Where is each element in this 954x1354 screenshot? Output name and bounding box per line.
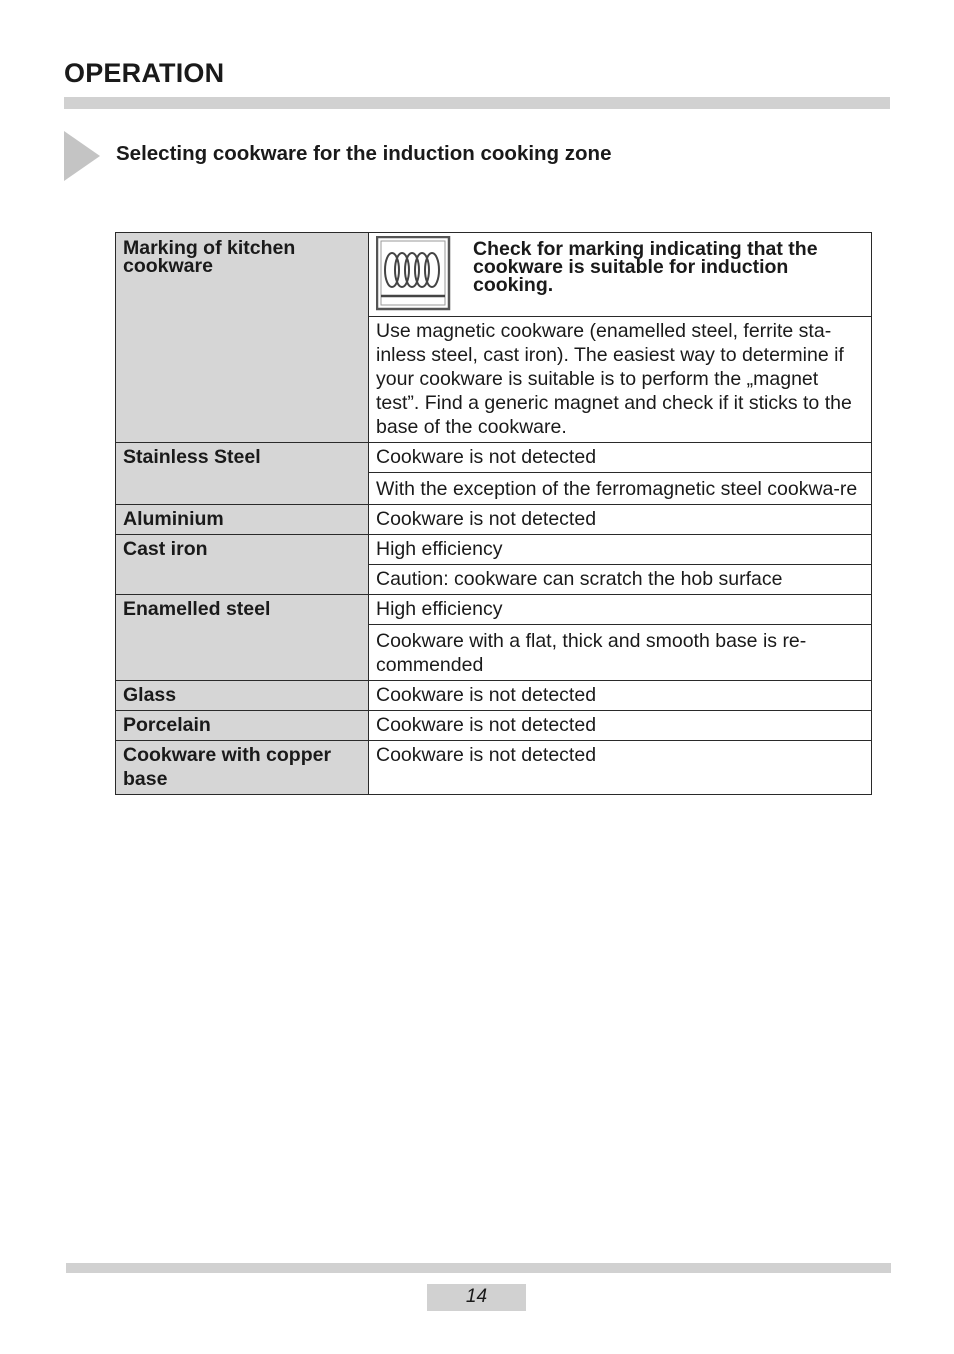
material-cell: Stainless Steel: [116, 443, 369, 505]
material-cell: Glass: [116, 681, 369, 711]
material-cell: Porcelain: [116, 711, 369, 741]
footer-divider-bar: [66, 1263, 891, 1273]
induction-marking-text: Check for marking indicating that the cookware is suitable for induction cooking.: [473, 238, 818, 296]
value-cell: Cookware with a flat, thick and smooth base is re-commended: [369, 625, 872, 681]
table-row: [116, 595, 872, 625]
value-cell: Cookware is not detected: [369, 681, 872, 711]
page-title: OPERATION: [64, 58, 225, 88]
material-cell: Aluminium: [116, 505, 369, 535]
table-row: [116, 443, 872, 473]
table-row: [116, 681, 872, 711]
table-row: [116, 711, 872, 741]
cookware-table: [115, 232, 872, 795]
table-row: [116, 505, 872, 535]
material-cell: Cast iron: [116, 535, 369, 595]
value-cell: Cookware is not detected: [369, 443, 872, 473]
induction-coil-icon: [376, 236, 451, 311]
magnet-test-text: Use magnetic cookware (enamelled steel, ferrite sta-inless steel, cast iron). The easiest way to determine if your cookware is suitable is to perform the „magnet test”. Find a generic magnet and check if it sticks to the base of the cookware.: [369, 317, 872, 443]
table-row: [116, 233, 872, 317]
value-cell: Cookware is not detected: [369, 711, 872, 741]
value-cell: Cookware is not detected: [369, 505, 872, 535]
value-cell: High efficiency: [369, 595, 872, 625]
material-cell: Enamelled steel: [116, 595, 369, 681]
page-number: 14: [427, 1284, 526, 1311]
table-row: [116, 741, 872, 795]
section-arrow-icon: [64, 131, 100, 181]
material-cell: Marking of kitchen cookware: [116, 233, 369, 443]
value-cell: High efficiency: [369, 535, 872, 565]
table-row: [116, 535, 872, 565]
value-cell: Cookware is not detected: [369, 741, 872, 795]
value-cell: Caution: cookware can scratch the hob surface: [369, 565, 872, 595]
marking-icon-cell: [369, 233, 872, 317]
material-cell: Cookware with copper base: [116, 741, 369, 795]
value-cell: With the exception of the ferromagnetic steel cookwa-re: [369, 473, 872, 505]
section-subtitle: Selecting cookware for the induction cooking zone: [116, 142, 612, 165]
header-divider-bar: [64, 97, 890, 109]
